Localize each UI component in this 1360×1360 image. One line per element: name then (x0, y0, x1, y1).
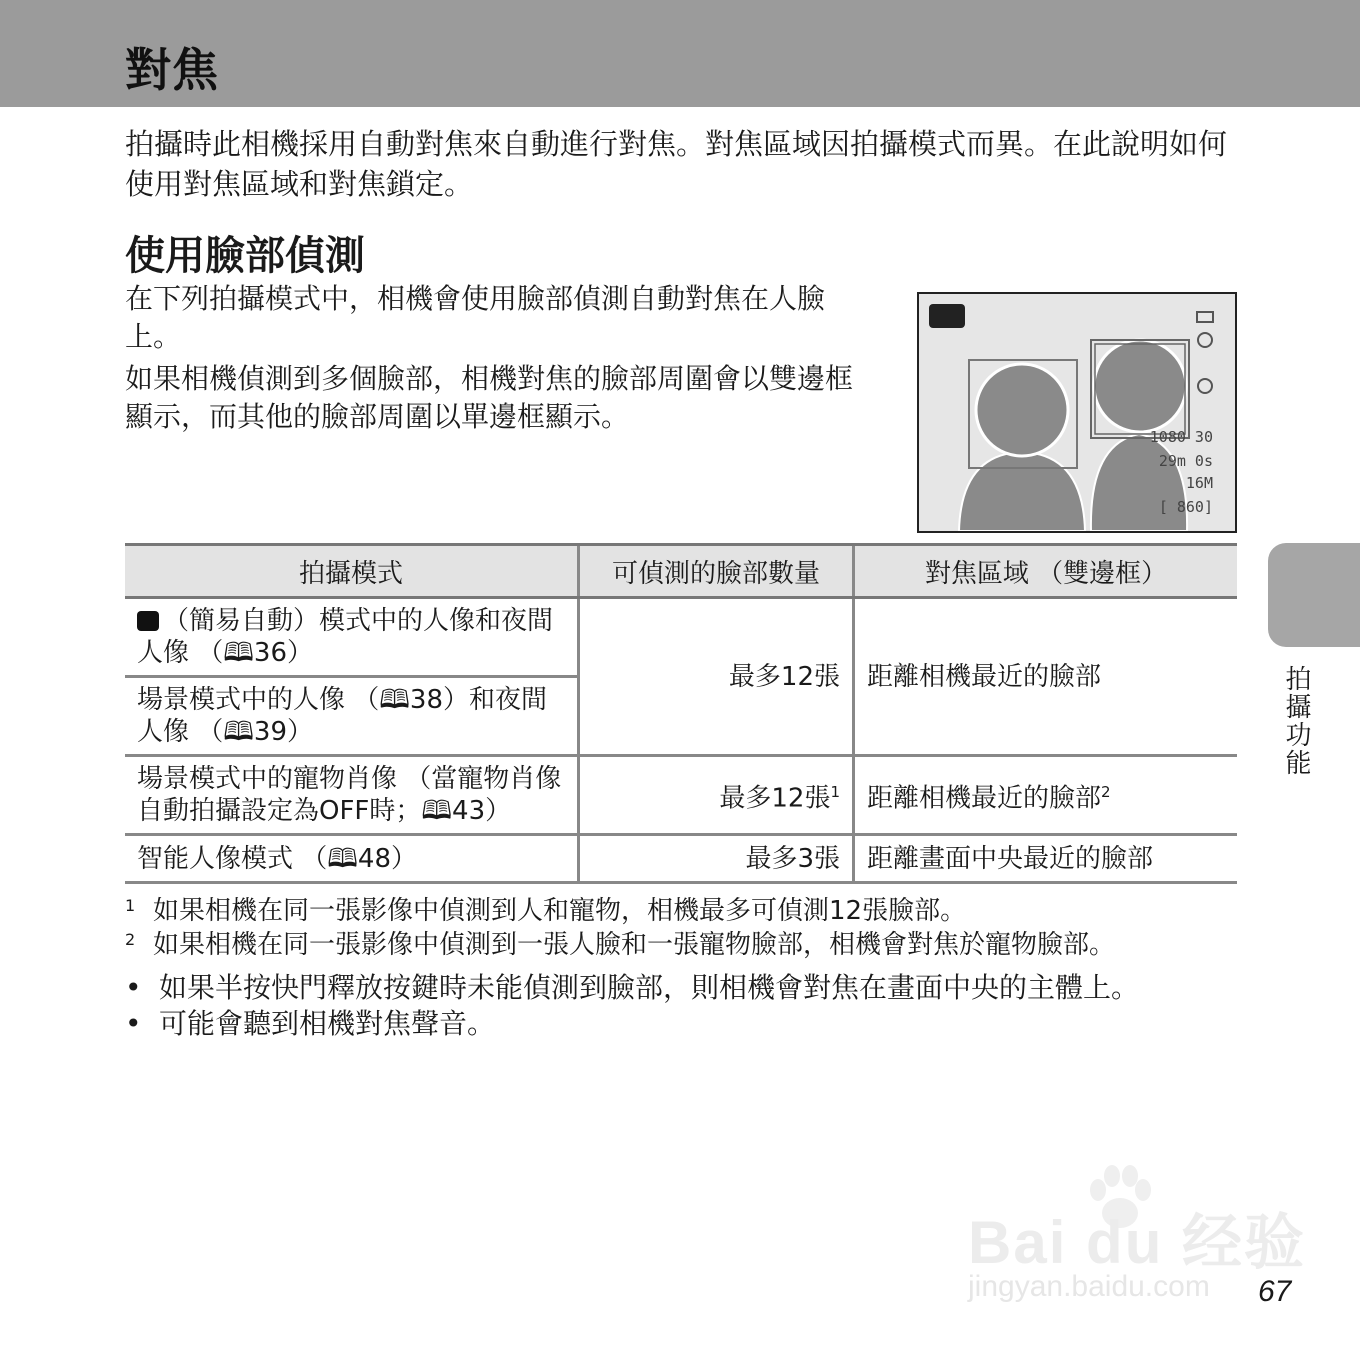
watermark-logo: Bai du 经验 (968, 1209, 1307, 1276)
easy-auto-icon (137, 611, 159, 631)
table-row (125, 756, 1237, 835)
footnote-ref: 1 (830, 782, 840, 801)
movie-mode-readout: 1080 30 (1149, 428, 1213, 446)
footnote-ref: 2 (1101, 782, 1111, 801)
bullet-item: • 如果半按快門釋放按鍵時未能偵測到臉部，則相機會對焦在畫面中央的主體上。 (125, 971, 1140, 1004)
bullet-item: • 可能會聽到相機對焦聲音。 (125, 1007, 496, 1040)
section-title: 使用臉部偵測 (125, 233, 365, 279)
count-cell: 最多3張 (579, 835, 854, 883)
focus-area-cell: 距離畫面中央最近的臉部 (854, 835, 1238, 883)
focus-area-cell: 距離相機最近的臉部$^2$ (854, 756, 1238, 835)
movie-time-readout: 29m 0s (1158, 452, 1213, 470)
book-icon: 🕮 (327, 843, 358, 874)
section-paragraph-2: 如果相機偵測到多個臉部，相機對焦的臉部周圍會以雙邊框顯示，而其他的臉部周圍以單邊框顯示。 (125, 362, 854, 433)
camera-preview-illustration (917, 292, 1237, 533)
chapter-tab (1268, 543, 1360, 647)
count-cell: 最多12張 (579, 598, 854, 756)
header-focus-area: 對焦區域 （雙邊框） (854, 545, 1238, 598)
person-head-right (1094, 340, 1186, 432)
bullet-icon: • (125, 1007, 142, 1040)
book-icon: 🕮 (379, 685, 410, 715)
mode-cell: （簡易自動）模式中的人像和夜間人像 （🕮36） (125, 598, 579, 677)
intro-paragraph: 拍攝時此相機採用自動對焦來自動進行對焦。對焦區域因拍攝模式而異。在此說明如何使用對焦區域和對焦鎖定。 (125, 127, 1228, 201)
image-size-readout: 16M (1185, 474, 1213, 492)
header-face-count: 可偵測的臉部數量 (579, 545, 854, 598)
header-shooting-mode: 拍攝模式 (125, 545, 579, 598)
mode-cell: 場景模式中的寵物肖像 （當寵物肖像自動拍攝設定為OFF時；🕮43） (125, 756, 579, 835)
focus-area-cell: 距離相機最近的臉部 (854, 598, 1238, 756)
page-title: 對焦 (125, 43, 219, 97)
bullet-icon: • (125, 971, 142, 1004)
scene-mode-icon (929, 304, 965, 328)
table-header-row (125, 545, 1237, 598)
watermark-url: jingyan.baidu.com (968, 1270, 1210, 1303)
footnote-1: 1 如果相機在同一張影像中偵測到人和寵物，相機最多可偵測12張臉部。 (125, 896, 967, 926)
book-icon: 🕮 (421, 796, 453, 826)
book-icon: 🕮 (223, 638, 254, 668)
count-cell: 最多12張$^1$ (579, 756, 854, 835)
table-row (125, 835, 1237, 883)
footnote-2: 2 如果相機在同一張影像中偵測到一張人臉和一張寵物臉部，相機會對焦於寵物臉部。 (125, 930, 1116, 960)
chapter-label: 拍攝功能 (1281, 665, 1311, 777)
table-row (125, 598, 1237, 677)
exposures-remaining-readout: [ 860] (1158, 498, 1213, 516)
mode-cell: 場景模式中的人像 （🕮38）和夜間人像 （🕮39） (125, 677, 579, 756)
mode-cell: 智能人像模式 （🕮48） (125, 835, 579, 883)
person-head-left (976, 364, 1068, 456)
face-detection-table (125, 543, 1237, 884)
book-icon: 🕮 (223, 717, 254, 747)
page-number: 67 (1258, 1275, 1292, 1308)
face-detection-diagram (919, 294, 1235, 531)
section-paragraph-1: 在下列拍攝模式中，相機會使用臉部偵測自動對焦在人臉上。 (125, 282, 826, 353)
